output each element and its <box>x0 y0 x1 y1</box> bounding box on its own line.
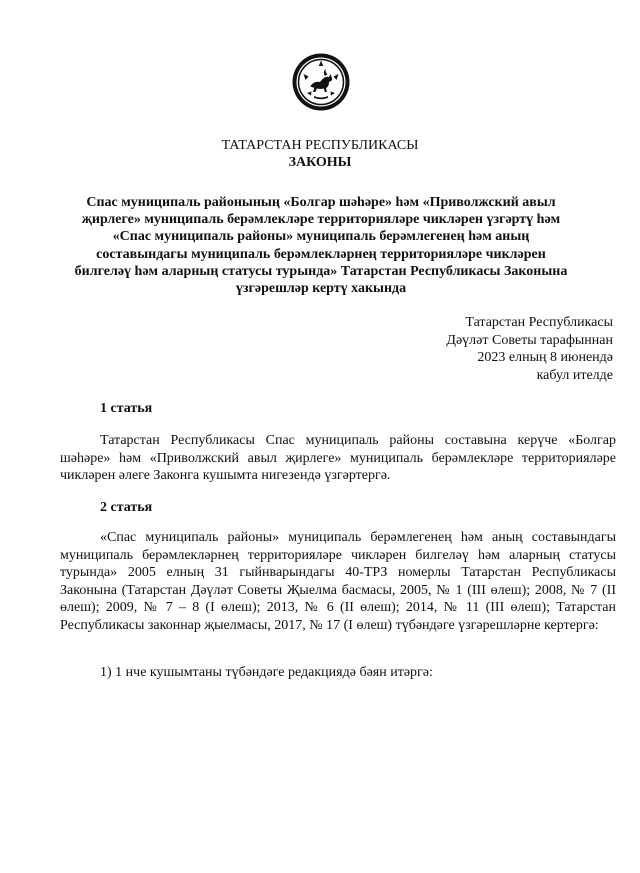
article-1-text: Татарстан Республикасы Спас муниципаль районы составына керүче «Болгар шәһәре» һәм «Приволжский авыл җирлеге» муниципаль берәмлекләре территорияләре чикләрен әлеге Законга кушымта нигезендә үзгәртергә. <box>60 433 616 484</box>
adoption-line: 2023 елның 8 июнендә <box>477 350 613 365</box>
title-line: билгеләү һәм аларның статусы турында» Татарстан Республикасы Законына <box>74 263 568 279</box>
adoption-line: Татарстан Республикасы <box>465 315 613 330</box>
tatarstan-coat-of-arms-icon <box>291 52 351 112</box>
law-title <box>60 194 582 297</box>
article-1-heading: 1 статья <box>100 401 153 416</box>
law-heading: ЗАКОНЫ <box>288 155 352 170</box>
adoption-note <box>446 314 613 384</box>
adoption-line: кабул ителде <box>536 367 613 383</box>
title-line: составындагы муниципаль берәмлекләрнең территорияләре чикләрен <box>96 246 546 262</box>
republic-heading: ТАТАРСТАН РЕСПУБЛИКАСЫ <box>221 138 419 153</box>
article-2-item-1: 1) 1 нче кушымтаны түбәндәге редакциядә бәян итәргә: <box>100 665 433 680</box>
title-line: үзгәрешләр кертү хакында <box>235 281 407 297</box>
title-line: Спас муниципаль районының «Болгар шәһәре» һәм «Приволжский авыл <box>86 195 556 210</box>
title-line: җирлеге» муниципаль берәмлекләре территорияләре чикләрен үзгәртү һәм <box>81 212 561 228</box>
article-2-text: «Спас муниципаль районы» муниципаль берәмлегенең һәм аның составындагы муниципаль берәмлекләрнең территорияләре чикләрен билгеләү һәм аларның статусы турында» 2005 елның 31 гыйнварындагы 40-ТРЗ номерлы Татарстан Республикасы Законына (Татарстан Дәүләт Советы Җыелма басмасы, 2005, № 1 (III өлеш); 2008, № 7 (II өлеш); 2009, № 7 – 8 (I өлеш); 2013, № 6 (II өлеш); 2014, № 11 (III өлеш); Татарстан Республикасы законнар җыелмасы, 2017, № 17 (I өлеш) түбәндәге үзгәрешләрне кертергә: <box>60 530 616 633</box>
article-2-heading: 2 статья <box>100 500 153 515</box>
adoption-line: Дәүләт Советы тарафыннан <box>446 332 613 348</box>
title-line: «Спас муниципаль районы» муниципаль берәмлегенең һәм аның <box>112 229 530 245</box>
